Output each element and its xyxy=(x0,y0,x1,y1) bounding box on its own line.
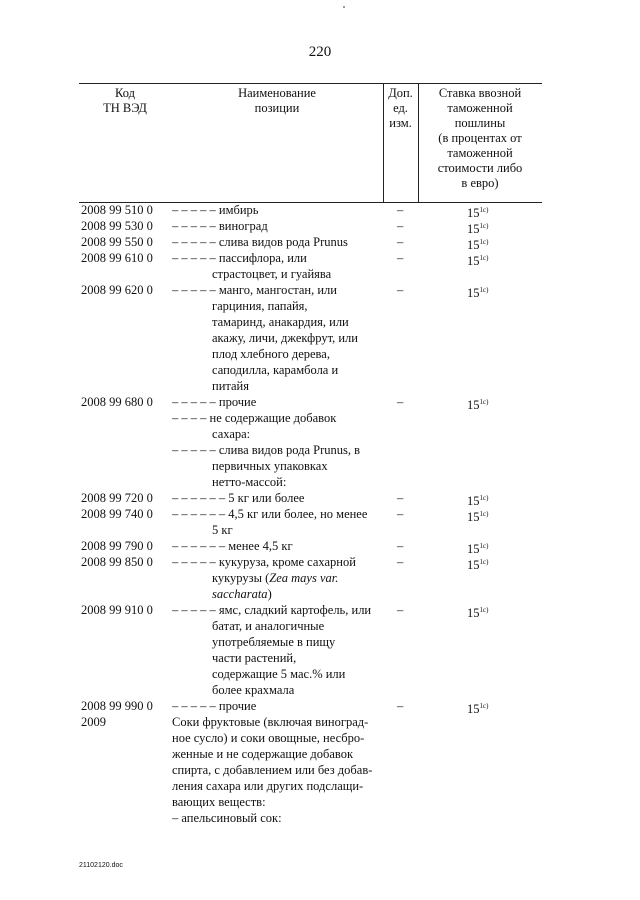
description-line: спирта, с добавлением или без добав- xyxy=(172,763,373,777)
description-line: – – – – – кукуруза, кроме сахарной xyxy=(172,555,356,569)
item-description xyxy=(172,250,387,282)
item-description xyxy=(172,554,387,602)
header-unit-line: изм. xyxy=(389,116,412,130)
table-row xyxy=(0,218,640,234)
description-line: вающих веществ: xyxy=(172,795,266,809)
description-line: тамаринд, анакардия, или xyxy=(212,315,349,329)
description-line: сахара: xyxy=(212,427,251,441)
table-header xyxy=(79,83,542,203)
table-row xyxy=(0,698,640,714)
tariff-code: 2008 99 740 0 xyxy=(81,507,153,521)
footnote-marker: 1с) xyxy=(479,398,489,406)
tariff-code: 2008 99 510 0 xyxy=(81,203,153,217)
item-description xyxy=(172,234,387,250)
description-line: – – – – – – 5 кг или более xyxy=(172,491,305,505)
unit-value: – xyxy=(397,555,404,569)
tariff-code: 2008 99 720 0 xyxy=(81,491,153,505)
footer-filename: 21102120.doc xyxy=(79,862,123,869)
header-rate-line: (в процентах от xyxy=(438,131,522,145)
unit-value: – xyxy=(397,203,404,217)
unit-value: – xyxy=(397,251,404,265)
description-line: содержащие 5 мас.% или xyxy=(212,667,346,681)
description-line: питайя xyxy=(212,379,249,393)
description-line: акажу, личи, джекфрут, или xyxy=(212,331,358,345)
duty-rate xyxy=(467,282,488,301)
item-description xyxy=(172,698,387,714)
header-rate-line: таможенной xyxy=(447,101,513,115)
header-name-line: позиции xyxy=(254,101,300,115)
duty-rate xyxy=(467,602,488,621)
table-row xyxy=(0,442,640,490)
table-row xyxy=(0,250,640,282)
item-description xyxy=(172,202,387,218)
duty-rate-value: 15 xyxy=(467,702,480,716)
unit-value: – xyxy=(397,603,404,617)
description-line: женные и не содержащие добавок xyxy=(172,747,354,761)
item-description xyxy=(172,282,387,394)
header-name xyxy=(171,86,383,116)
unit-value: – xyxy=(397,283,404,297)
tariff-code: 2008 99 610 0 xyxy=(81,251,153,265)
item-description xyxy=(172,602,387,698)
description-line: – – – – – виноград xyxy=(172,219,268,233)
description-line: – – – – – – 4,5 кг или более, но менее xyxy=(172,507,368,521)
table-row xyxy=(0,282,640,394)
description-line: гарциния, папайя, xyxy=(212,299,308,313)
unit-value: – xyxy=(397,507,404,521)
header-code-line: Код xyxy=(115,86,135,100)
table-row xyxy=(0,490,640,506)
footnote-marker: 1с) xyxy=(479,510,489,518)
description-line: 5 кг xyxy=(212,523,233,537)
unit-value: – xyxy=(397,539,404,553)
header-unit xyxy=(383,86,418,131)
item-description xyxy=(172,410,387,442)
footnote-marker: 1с) xyxy=(479,206,489,214)
tariff-code: 2008 99 680 0 xyxy=(81,395,153,409)
description-line: – – – – – пассифлора, или xyxy=(172,251,307,265)
description-line: части растений, xyxy=(212,651,297,665)
item-description xyxy=(172,394,387,410)
description-line: – – – – – прочие xyxy=(172,699,257,713)
table-row xyxy=(0,714,640,826)
duty-rate-value: 15 xyxy=(467,558,480,572)
footnote-marker: 1с) xyxy=(479,494,489,502)
duty-rate xyxy=(467,250,488,269)
footnote-marker: 1с) xyxy=(479,558,489,566)
item-description xyxy=(172,538,387,554)
header-code xyxy=(79,86,171,116)
description-line: ное сусло) и соки овощные, несбро- xyxy=(172,731,365,745)
header-code-line: ТН ВЭД xyxy=(103,101,147,115)
item-description xyxy=(172,218,387,234)
description-line: употребляемые в пищу xyxy=(212,635,336,649)
footnote-marker: 1с) xyxy=(479,542,489,550)
description-line: плод хлебного дерева, xyxy=(212,347,330,361)
description-line: страстоцвет, и гуайява xyxy=(212,267,332,281)
page-number: 220 xyxy=(308,44,332,60)
tariff-code: 2009 xyxy=(81,715,106,729)
tariff-code: 2008 99 850 0 xyxy=(81,555,153,569)
description-line: ления сахара или других подслащи- xyxy=(172,779,364,793)
description-line: более крахмала xyxy=(212,683,295,697)
header-unit-line: ед. xyxy=(393,101,408,115)
header-rate-line: Ставка ввозной xyxy=(438,86,522,100)
description-line: батат, и аналогичные xyxy=(212,619,325,633)
header-rate-line: пошлины xyxy=(454,116,506,130)
description-line: – – – – – – менее 4,5 кг xyxy=(172,539,293,553)
unit-value: – xyxy=(397,395,404,409)
table-row xyxy=(0,202,640,218)
header-unit-line: Доп. xyxy=(388,86,413,100)
description-line: – – – – – слива видов рода Prunus, в xyxy=(172,443,361,457)
header-rate-line: в евро) xyxy=(461,176,499,190)
description-line: саподилла, карамбола и xyxy=(212,363,339,377)
tariff-code: 2008 99 620 0 xyxy=(81,283,153,297)
description-line: – – – – – манго, мангостан, или xyxy=(172,283,337,297)
table-row xyxy=(0,410,640,442)
unit-value: – xyxy=(397,219,404,233)
footnote-marker: 1с) xyxy=(479,286,489,294)
description-line: кукурузы (Zea mays var. xyxy=(212,571,339,585)
item-description xyxy=(172,714,387,826)
header-name-line: Наименование xyxy=(238,86,316,100)
header-rate-line: таможенной xyxy=(447,146,513,160)
description-line: – апельсиновый сок: xyxy=(172,811,282,825)
tariff-code: 2008 99 910 0 xyxy=(81,603,153,617)
table-row xyxy=(0,538,640,554)
duty-rate-value: 15 xyxy=(467,606,480,620)
duty-rate-value: 15 xyxy=(467,222,480,236)
unit-value: – xyxy=(397,699,404,713)
description-line: – – – – – имбирь xyxy=(172,203,259,217)
footnote-marker: 1с) xyxy=(479,238,489,246)
header-rate-line: стоимости либо xyxy=(437,161,523,175)
duty-rate-value: 15 xyxy=(467,238,480,252)
description-line: нетто-массой: xyxy=(212,475,287,489)
unit-value: – xyxy=(397,235,404,249)
header-rate xyxy=(418,86,542,191)
item-description xyxy=(172,490,387,506)
duty-rate-value: 15 xyxy=(467,494,480,508)
item-description xyxy=(172,506,387,538)
duty-rate-value: 15 xyxy=(467,254,480,268)
description-line: – – – – – прочие xyxy=(172,395,257,409)
duty-rate-value: 15 xyxy=(467,206,480,220)
description-line: – – – – – ямс, сладкий картофель, или xyxy=(172,603,372,617)
description-line: Соки фруктовые (включая виноград- xyxy=(172,715,369,729)
footnote-marker: 1с) xyxy=(479,254,489,262)
table-row xyxy=(0,394,640,410)
item-description xyxy=(172,442,387,490)
table-row xyxy=(0,602,640,698)
duty-rate-value: 15 xyxy=(467,542,480,556)
table-body xyxy=(0,202,640,826)
description-line: saccharata) xyxy=(212,587,272,601)
unit-value: – xyxy=(397,491,404,505)
tariff-code: 2008 99 790 0 xyxy=(81,539,153,553)
duty-rate xyxy=(467,554,488,573)
duty-rate-value: 15 xyxy=(467,286,480,300)
duty-rate-value: 15 xyxy=(467,510,480,524)
table-row xyxy=(0,554,640,602)
footnote-marker: 1с) xyxy=(479,606,489,614)
tariff-code: 2008 99 990 0 xyxy=(81,699,153,713)
description-line: – – – – не содержащие добавок xyxy=(172,411,337,425)
table-row xyxy=(0,234,640,250)
footnote-marker: 1с) xyxy=(479,222,489,230)
table-row xyxy=(0,506,640,538)
duty-rate-value: 15 xyxy=(467,398,480,412)
footnote-marker: 1с) xyxy=(479,702,489,710)
description-line: первичных упаковках xyxy=(212,459,328,473)
description-line: – – – – – слива видов рода Prunus xyxy=(172,235,348,249)
duty-rate xyxy=(467,506,488,525)
scan-speck xyxy=(343,6,345,8)
tariff-code: 2008 99 530 0 xyxy=(81,219,153,233)
tariff-code: 2008 99 550 0 xyxy=(81,235,153,249)
